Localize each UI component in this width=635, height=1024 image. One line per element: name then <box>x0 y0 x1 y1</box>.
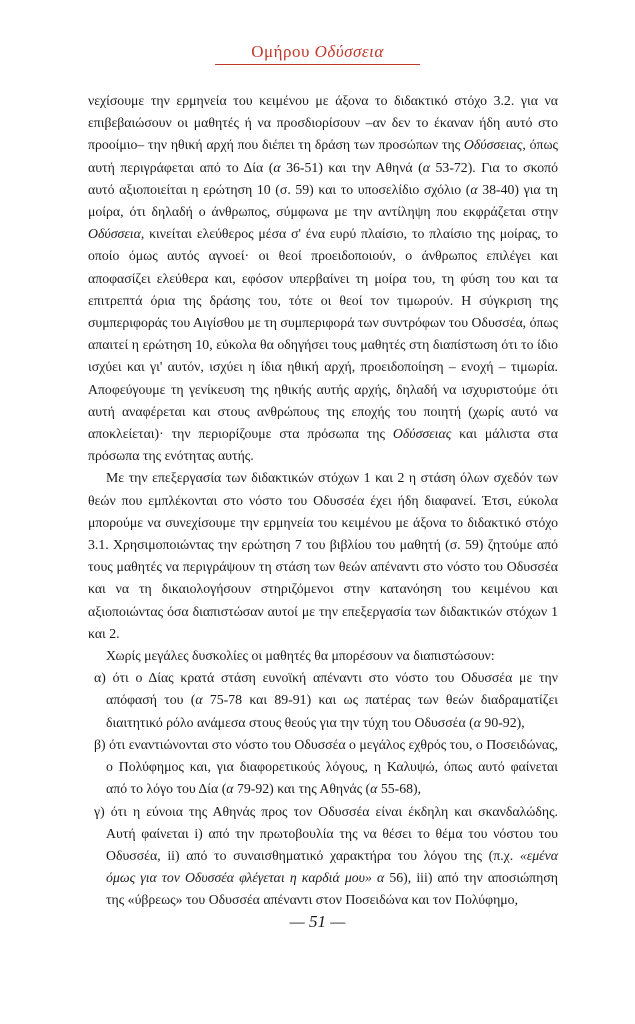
paragraph: Χωρίς μεγάλες δυσκολίες οι μαθητές θα μπορέσουν να διαπιστώσουν: <box>106 648 495 664</box>
italic-text: α <box>273 159 281 175</box>
paragraph: Με την επεξεργασία των διδακτικών στόχων 1 και 2 η στάση όλων σχεδόν των θεών που εμπλέκονται στο νόστο του Οδυσσέα έχει ήδη διαφανεί. Έτσι, εύκολα μπορούμε να συνεχίσουμε την ερμηνεία του κειμένου με άξονα το διδακτικό στόχο 3.1. Χρησιμοποιώντας την ερώτηση 7 του βιβλίου του μαθητή (σ. 59) ζητούμε από τους μαθητές να περιγράψουν τη στάση των θεών απέναντι στο νόστο του Οδυσσέα και να τη δικαιολογήσουν στηριζόμενοι στην κατανόηση του κειμένου και αξιοποιώντας όσα διαπιστώσαν αυτοί με την επεξεργασία των διδακτικών στόχων 1 και 2. <box>88 470 558 641</box>
italic-text: α <box>470 181 478 197</box>
page-body <box>88 90 558 912</box>
italic-text: α <box>226 781 234 797</box>
list-item: α) ότι ο Δίας κρατά στάση ευνοϊκή απέναντι στο νόστο του Οδυσσέα με την απόφασή του (α 75-78 και 89-91) και ως πατέρας των θεών διαδραματίζει διαιτητικό ρόλο ανάμεσα στους θεούς για την τύχη του Οδυσσέα (α 90-92), <box>94 670 558 730</box>
running-header <box>0 42 635 62</box>
italic-text: α <box>422 159 431 175</box>
italic-text: α <box>473 714 481 730</box>
italic-text: Οδύσσειας <box>463 137 523 153</box>
italic-text: α <box>370 781 378 797</box>
list-item: γ) ότι η εύνοια της Αθηνάς προς τον Οδυσσέα είναι έκδηλη και σκανδαλώδης. Αυτή φαίνεται i) από την πρωτοβουλία της να θέσει το θέμα του νόστου του Οδυσσέα, ii) από το συναισθηματικό χαρακτήρα του λόγου της (π.χ. «εμένα όμως για τον Οδυσσέα φλέγεται η καρδιά μου» α 56), iii) από την αποσιώπηση της «ύβρεως» του Οδυσσέα απέναντι στον Ποσειδώνα και τον Πολύφημο, <box>94 803 558 908</box>
page-number: — 51 — <box>289 912 346 931</box>
italic-text: α <box>377 870 385 886</box>
paragraph: νεχίσουμε την ερμηνεία του κειμένου με άξονα το διδακτικό στόχο 3.2. για να επιβεβαιώσουν οι μαθητές ή να προσδιορίσουν –αν δεν το έκαναν ήδη αυτό στο προοίμιο– την ηθική αρχή που διέπει τη δράση των προσώπων της Οδύσσειας, όπως αυτή περιγράφεται από το Δία (α 36-51) και την Αθηνά (α 53-72). Για το σκοπό αυτό αξιοποιείται η ερώτηση 10 (σ. 59) και το υποσελίδιο σχόλιο (α 38-40) για τη μοίρα, ότι δηλαδή ο άνθρωπος, σύμφωνα με την αντίληψη που εκφράζεται στην Οδύσσεια, κινείται ελεύθερος μέσα σ' ένα ευρύ πλαίσιο, το πλαίσιο της μοίρας, το οποίο όμως αυτός αγνοεί· οι θεοί προειδοποιούν, ο άνθρωπος επιλέγει και αποφασίζει ελεύθερα και, εφόσον υπερβαίνει τη μοίρα του, τη φύση του και τα επιτρεπτά όρια της δράσης του, τότε οι θεοί τον τιμωρούν. Η σύγκριση της συμπεριφοράς του Αιγίσθου με τη συμπεριφορά των συντρόφων του Οδυσσέα, όπως απαιτεί η ερώτηση 10, εύκολα θα οδηγήσει τους μαθητές στη διαπίστωση ότι το ίδιο ισχύει και γι' αυτόν, ισχύει η ίδια ηθική αρχή, προειδοποίηση – ενοχή – τιμωρία. Αποφεύγουμε τη γενίκευση της ηθικής αυτής αρχής, δηλαδή να ισχυριστούμε ότι αυτή αναφέρεται και στους ανθρώπους της εποχής του ποιητή (χωρίς αυτό να αποκλείεται)· την περιορίζουμε στα πρόσωπα της Οδύσσειας και μάλιστα στα πρόσωπα της ενότητας αυτής. <box>88 93 559 464</box>
header-author: Ομήρου <box>251 42 310 61</box>
header-underline <box>215 64 420 65</box>
italic-text: Οδύσσειας <box>392 426 452 442</box>
italic-text: «εμένα όμως για τον Οδυσσέα φλέγεται η καρδιά μου» <box>106 847 558 886</box>
list-item: β) ότι εναντιώνονται στο νόστο του Οδυσσέα ο μεγάλος εχθρός του, ο Ποσειδώνας, ο Πολύφημος και, για διαφορετικούς λόγους, η Καλυψώ, όπως αυτό φαίνεται από το λόγο του Δία (α 79-92) και της Αθηνάς (α 55-68), <box>94 736 558 797</box>
header-work-title: Οδύσσεια <box>314 42 384 61</box>
italic-text: α <box>195 692 203 708</box>
italic-text: Οδύσσεια <box>88 226 141 242</box>
